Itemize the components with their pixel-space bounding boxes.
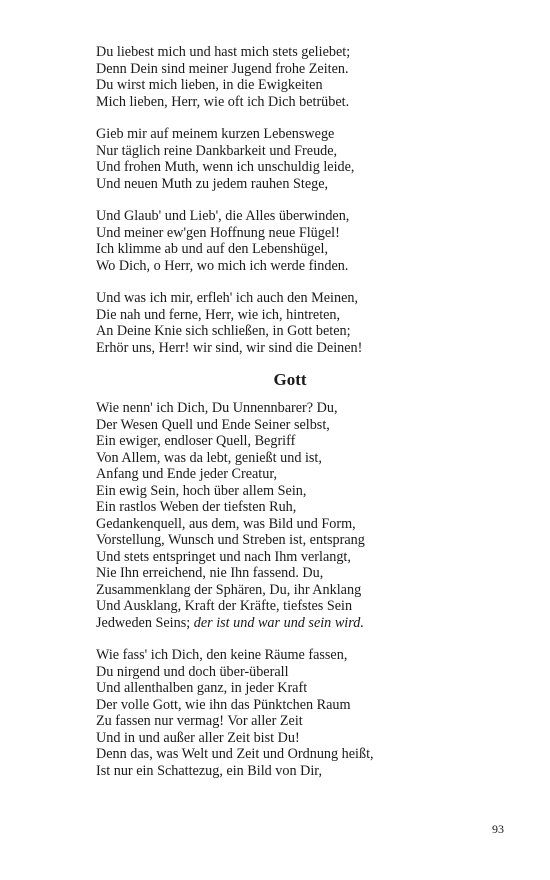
verse-line: Wie fass' ich Dich, den keine Räume fassen, (96, 647, 348, 663)
verse-line: Mich lieben, Herr, wie oft ich Dich betrübet. (96, 93, 350, 110)
verse-line: Du nirgend und doch über-überall (96, 663, 289, 680)
verse-line: Ich klimme ab und auf den Lebenshügel, (96, 241, 329, 257)
verse-line: Zu fassen nur vermag! Vor aller Zeit (96, 713, 303, 729)
verse-line: Denn Dein sind meiner Jugend frohe Zeiten. (96, 60, 349, 77)
verse-line: Und meiner ew'gen Hoffnung neue Flügel! (96, 224, 340, 241)
verse-line: Ist nur ein Schattezug, ein Bild von Dir, (96, 762, 322, 779)
verse-line: Der Wesen Quell und Ende Seiner selbst, (96, 416, 330, 433)
verse-line: Gieb mir auf meinem kurzen Lebenswege (96, 126, 335, 142)
verse-line-last (96, 615, 426, 632)
verse-text-italic: der ist und war und sein wird. (193, 614, 364, 631)
verse-line: Und was ich mir, erfleh' ich auch den Meinen, (96, 290, 359, 306)
verse-line: Du wirst mich lieben, in die Ewigkeiten (96, 77, 323, 93)
verse-line: Wo Dich, o Herr, wo mich ich werde finden. (96, 257, 349, 274)
verse-line: Wie nenn' ich Dich, Du Unnennbarer? Du, (96, 400, 338, 416)
stanza-gott-2 (96, 647, 426, 779)
verse-line: Und stets entspringet und nach Ihm verlangt, (96, 548, 351, 565)
verse-line: Nie Ihn erreichend, nie Ihn fassend. Du, (96, 565, 324, 581)
verse-line: Und Glaub' und Lieb', die Alles überwinden, (96, 208, 350, 224)
verse-line: Von Allem, was da lebt, genießt und ist, (96, 449, 322, 466)
verse-line: Der volle Gott, wie ihn das Pünktchen Raum (96, 696, 351, 713)
page-number: 93 (492, 822, 504, 836)
verse-line: Und allenthalben ganz, in jeder Kraft (96, 680, 308, 696)
poem-second (96, 400, 426, 779)
poem-title: Gott (273, 370, 307, 389)
stanza-3 (96, 208, 426, 274)
verse-line: Und neuen Muth zu jedem rauhen Stege, (96, 175, 329, 192)
verse-text-plain: Jedweden Seins; (96, 614, 194, 631)
verse-line: Die nah und ferne, Herr, wie ich, hintreten, (96, 306, 341, 323)
verse-line: Und Ausklang, Kraft der Kräfte, tiefstes Sein (96, 598, 353, 614)
verse-line: Ein ewiger, endloser Quell, Begriff (96, 433, 296, 449)
verse-line: Ein ewig Sein, hoch über allem Sein, (96, 482, 307, 499)
stanza-gott-1 (96, 400, 426, 631)
verse-line: Und frohen Muth, wenn ich unschuldig leide, (96, 159, 355, 175)
verse-line: Erhör uns, Herr! wir sind, wir sind die Deinen! (96, 339, 363, 356)
verse-line: Anfang und Ende jeder Creatur, (96, 466, 278, 482)
stanza-1 (96, 44, 426, 110)
verse-line: Nur täglich reine Dankbarkeit und Freude, (96, 142, 338, 159)
verse-line: Vorstellung, Wunsch und Streben ist, entsprang (96, 532, 365, 548)
poem-first (96, 44, 426, 356)
verse-line: Denn das, was Welt und Zeit und Ordnung heißt, (96, 746, 374, 762)
page-content (96, 44, 426, 779)
stanza-2 (96, 126, 426, 192)
verse-line: Ein rastlos Weben der tiefsten Ruh, (96, 499, 297, 515)
verse-line: An Deine Knie sich schließen, in Gott beten; (96, 323, 351, 339)
verse-line: Und in und außer aller Zeit bist Du! (96, 729, 300, 746)
stanza-4 (96, 290, 426, 356)
verse-line: Du liebest mich und hast mich stets geliebet; (96, 44, 351, 60)
verse-line: Zusammenklang der Sphären, Du, ihr Anklang (96, 581, 362, 598)
verse-line: Gedankenquell, aus dem, was Bild und Form, (96, 515, 356, 532)
